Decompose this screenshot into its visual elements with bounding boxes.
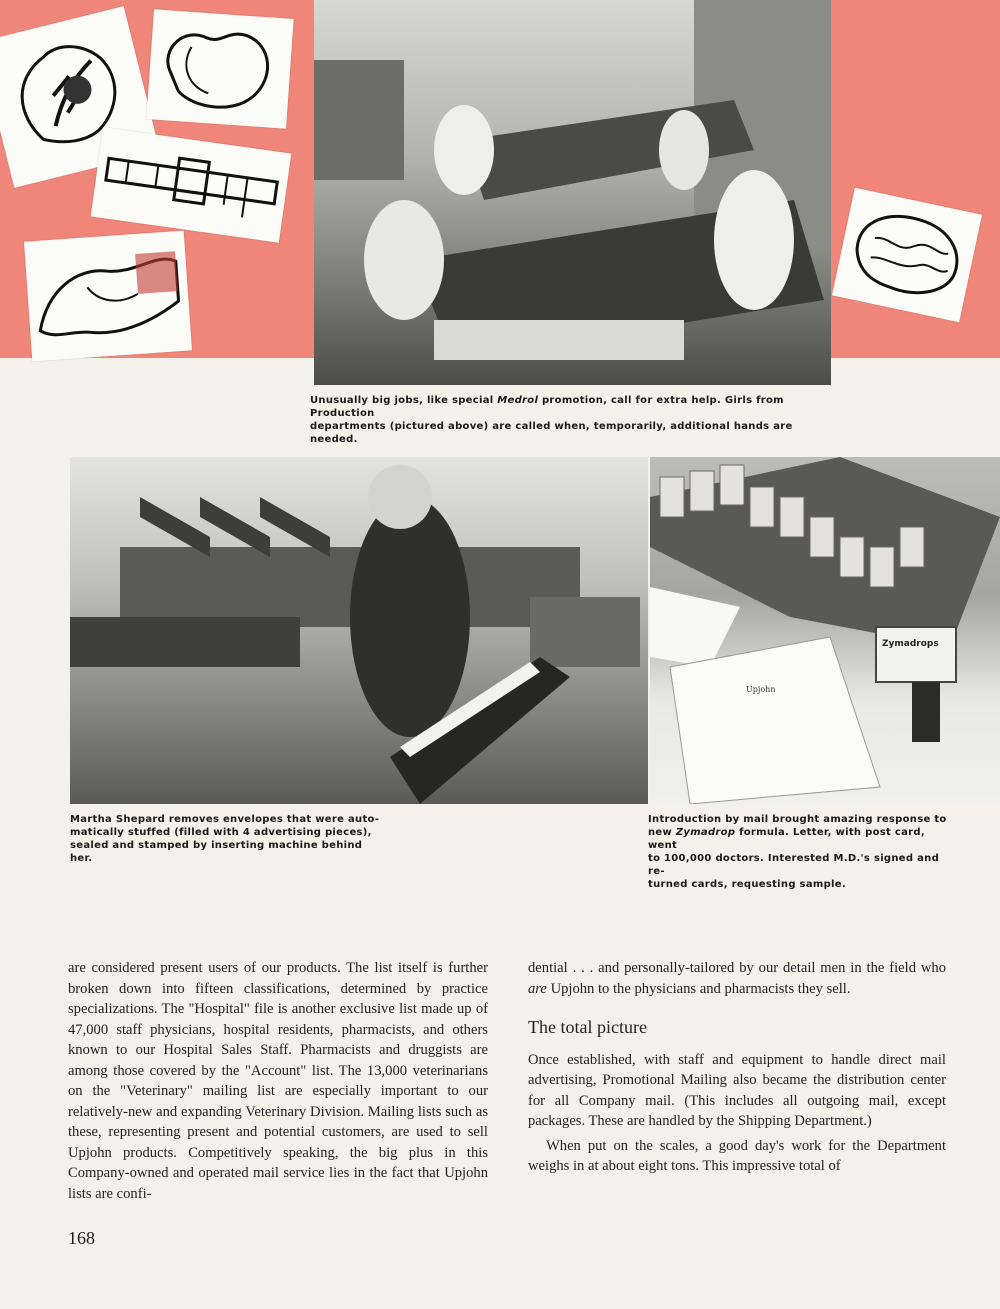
inserting-machine-photo (70, 457, 648, 804)
caption-text: to 100,000 doctors. Interested M.D.'s signed and re- (648, 853, 940, 877)
right-text-column (528, 958, 946, 1177)
caption-text: Martha Shepard removes envelopes that were auto- (70, 814, 380, 825)
caption-text: promotion, call for extra help. Girls from Production (310, 395, 784, 419)
stomach-icon (146, 9, 293, 128)
body-text: Upjohn to the physicians and pharmacists they sell. (546, 980, 851, 997)
body-emphasis: are (528, 980, 547, 997)
zymadrop-mailing-photo (650, 457, 1000, 804)
caption-text: Introduction by mail brought amazing response to (648, 814, 947, 825)
left-text-column (68, 958, 488, 1204)
upjohn-letterhead-label: Upjohn (746, 685, 776, 694)
caption-text: departments (pictured above) are called when, temporarily, additional hands are needed. (310, 421, 793, 445)
zymadrops-box-label: Zymadrops (882, 639, 939, 649)
left-photo-caption (70, 813, 380, 865)
caption-text: matically stuffed (filled with 4 advertising pieces), (70, 827, 372, 838)
caption-text: turned cards, requesting sample. (648, 879, 846, 890)
stomach-illustration-card (146, 9, 293, 128)
knee-joint-icon (24, 231, 192, 362)
body-paragraph: When put on the scales, a good day's work for the Department weighs in at about eight tons. This impressive total of (528, 1137, 946, 1174)
right-photo-caption (648, 813, 950, 891)
page-number: 168 (68, 1228, 95, 1248)
caption-text: formula. Letter, with post card, went (648, 827, 925, 851)
caption-emphasis: Zymadrop (675, 827, 736, 838)
section-heading: The total picture (528, 1017, 647, 1037)
body-paragraph (528, 958, 946, 999)
body-text: dential . . . and personally-tailored by our detail men in the field who (528, 960, 946, 976)
caption-text: Unusually big jobs, like special (310, 395, 498, 406)
caption-emphasis: Medrol (497, 395, 539, 406)
body-paragraph: are considered present users of our products. The list itself is further broken down into fifteen classifications, determined by practice specializations. The "Hospital" file is another exclusive list made up of 47,000 staff physicians, hospital residents, pharmacists, and others known to our Hospital Sales Staff. Pharmacists and druggists are among those covered by the "Account" list. The 13,000 veterinarians on the "Veterinary" mailing list are especially important to our relatively-new and expanding Veterinary Division. Mailing lists such as these, representing present and potential customers, are used to sell Upjohn products. Competitively speaking, the big plus in this Company-owned and operated mail service lies in the fact that Upjohn lists are confi- (68, 960, 488, 1202)
caption-text: sealed and stamped by inserting machine behind her. (70, 840, 363, 864)
caption-text: new (648, 827, 676, 838)
production-workers-photo (314, 0, 831, 385)
top-photo-caption (310, 394, 835, 446)
knee-illustration-card (24, 231, 192, 362)
body-paragraph: Once established, with staff and equipment to handle direct mail advertising, Promotional Mailing also became the distribution center for all Company mail. (This includes all outgoing mail, except packages. These are handled by the Shipping Department.) (528, 1051, 946, 1129)
